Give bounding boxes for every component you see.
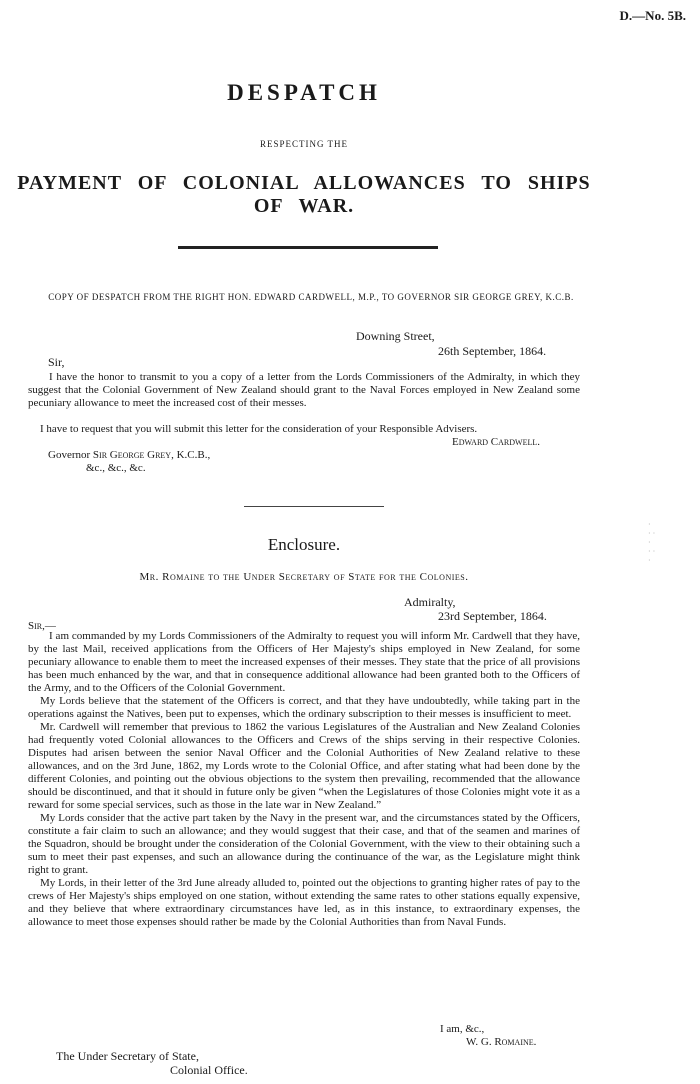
enclosure-paragraph: My Lords, in their letter of the 3rd June already alluded to, pointed out the objections to granting higher rates of pay to the crews of Her Majesty's ships employed on one station, without extending the same rates to other stations equally expensive, and they believe that where extraordinary circumstances have led, as in this instance, to extraordinary expenses, the allowance to meet those expenses should rather be made by the Colonial Authorities than from Naval Funds. [28,877,580,928]
addressee-name: Sir George Grey, [92,449,174,461]
despatch-date: 26th September, 1864. [438,344,547,358]
title-rule [178,246,438,249]
enclosure-subheading [0,571,608,583]
despatch-paragraph [28,423,588,436]
despatch-paragraph [28,371,580,410]
despatch-place: Downing Street, [356,329,435,343]
enclosure-connector: to the [208,571,241,583]
enclosure-closing: I am, &c., [440,1023,485,1035]
margin-specks: · · · · · · · [648,520,656,565]
enclosure-paragraph: My Lords believe that the statement of the Officers is correct, and that they have undoubtedly, while taking part in the operations against the Natives, been put to expenses, which the ordinary subscription to their messes is insufficient to meet. [28,695,580,720]
enclosure-addressee-line: Colonial Office. [170,1063,248,1077]
despatch-salutation: Sir, [48,355,65,369]
enclosure-place: Admiralty, [404,595,456,609]
enclosure-salutation: Sir,— [28,620,56,632]
addressee-prefix: Governor [48,449,91,461]
title-connector: RESPECTING THE [259,139,349,149]
despatch-addressee [48,449,210,462]
addressee-suffix: K.C.B., [176,449,211,461]
enclosure-addressee-line: The Under Secretary of State, [56,1049,199,1063]
despatch-paragraph-text: I have the honor to transmit to you a copy of a letter from the Lords Commissioners of the Admiralty, in which they suggest that the Colonial Government of New Zealand should grant to the Naval Forces employed in New Zealand some pecuniary allowance to meet the increased cost of their messes. [28,371,580,409]
page-title: DESPATCH [227,80,381,105]
copy-heading: COPY OF DESPATCH FROM THE RIGHT HON. EDWARD CARDWELL, M.P., TO GOVERNOR SIR GEORGE GREY, K.C.B. [48,292,574,302]
enclosure-heading: Enclosure. [267,535,341,554]
enclosure-date: 23rd September, 1864. [438,609,547,623]
despatch-addressee-etc: &c., &c., &c. [86,462,146,474]
despatch-paragraph-text: I have to request that you will submit this letter for the consideration of your Responsible Advisers. [40,423,478,435]
enclosure-to: Under Secretary of State for the Colonies. [243,571,469,583]
document-reference: D.—No. 5B. [619,8,686,23]
enclosure-from: Mr. Romaine [139,571,205,583]
enclosure-paragraph: My Lords consider that the active part taken by the Navy in the present war, and the circumstances stated by the Officers, constitute a fair claim to such an allowance; and they would suggest that their case, and that of the seamen and marines of the Squadron, should be brought under the consideration of the Colonial Government, with the view to their obtaining such a sum to meet their past expenses, and such an allowance during the continuance of the war, as the Legislature might think right to grant. [28,812,580,876]
section-rule [244,506,384,507]
enclosure-paragraph: I am commanded by my Lords Commissioners of the Admiralty to request you will inform Mr. Cardwell that they have, by the last Mail, received applications from the Officers of Her Majesty's ships employed in New Zealand, for some pecuniary allowance to enable them to meet the increased expenses of their messes. They state that the price of all provisions has been much enhanced by the war, and that in consequence additional allowance had been granted both to the Officers of the Army, and to the Officers of the Colonial Government. [28,630,580,694]
despatch-signature: Edward Cardwell. [452,436,540,448]
enclosure-paragraph: Mr. Cardwell will remember that previous to 1862 the various Legislatures of the Australian and New Zealand Colonies had frequently voted Colonial allowances to the Officers and Crews of the ships serving in their respective Colonies. Disputes had arisen between the senior Naval Officer and the Colonial Authorities of New Zealand relative to these allowances, and on the 3rd June, 1862, my Lords wrote to the Colonial Office, and after stating what had been done by the different Colonies, and pointing out the obvious objections to the system then prevailing, recommended that the allowance should be discontinued, and that it should in future only be given “when the Legislatures of those Colonies might vote it as a reward for some special services, such as those in the late war in New Zealand.” [28,721,580,811]
page-subject: PAYMENT OF COLONIAL ALLOWANCES TO SHIPS OF WAR. [17,172,591,217]
enclosure-signature: W. G. Romaine. [466,1036,537,1048]
enclosure-body [28,630,580,929]
